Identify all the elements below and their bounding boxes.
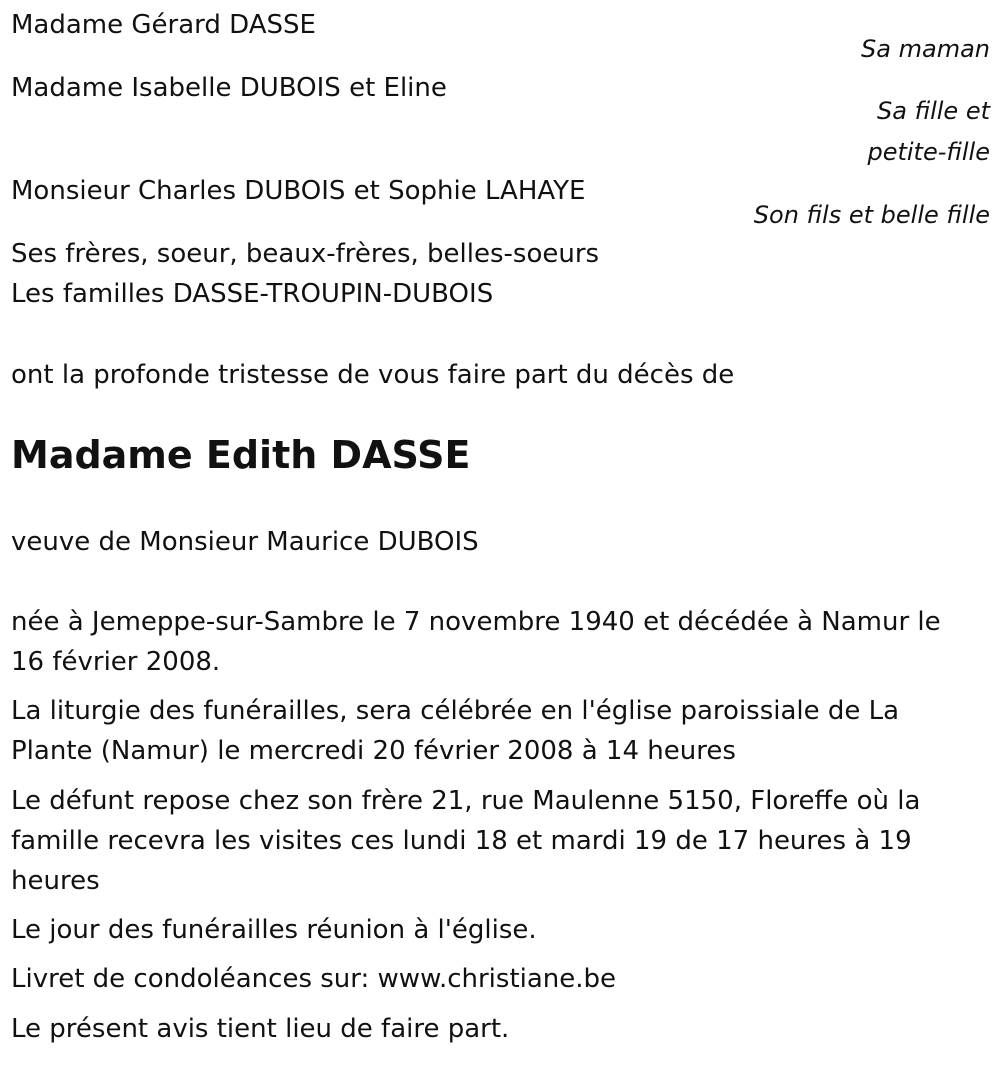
family-member-relation (867, 91, 990, 173)
relation-line: petite-fille (867, 138, 990, 166)
family-member-relation (861, 29, 990, 70)
family-member-name: Madame Isabelle DUBOIS et Eline (11, 73, 447, 103)
family-member-name: Madame Gérard DASSE (11, 10, 316, 40)
other-relatives-line: Les familles DASSE-TROUPIN-DUBOIS (11, 279, 494, 309)
relation-line: Son fils et belle fille (753, 201, 990, 229)
family-member-relation (754, 195, 990, 236)
other-relatives-line: Ses frères, soeur, beaux-frères, belles-soeurs (11, 239, 600, 269)
visitation-paragraph: Le défunt repose chez son frère 21, rue Maulenne 5150, Floreffe où la famille recevra les visites ces lundi 18 et mardi 19 de 17 heures à 19 heures (11, 786, 921, 896)
widow-of-text: veuve de Monsieur Maurice DUBOIS (11, 527, 479, 557)
condolences-paragraph: Livret de condoléances sur: www.christiane.be (11, 964, 617, 994)
family-member (11, 68, 990, 168)
funeral-meeting-paragraph: Le jour des funérailles réunion à l'église. (11, 915, 537, 945)
announcement-text: ont la profonde tristesse de vous faire part du décès de (11, 360, 735, 390)
family-member (11, 171, 990, 231)
notice-paragraph: Le présent avis tient lieu de faire part. (11, 1014, 510, 1044)
birth-death-paragraph: née à Jemeppe-sur-Sambre le 7 novembre 1940 et décédée à Namur le 16 février 2008. (11, 607, 941, 677)
relation-line: Sa fille et (877, 97, 990, 125)
family-member-name: Monsieur Charles DUBOIS et Sophie LAHAYE (11, 176, 586, 206)
liturgy-paragraph: La liturgie des funérailles, sera célébrée en l'église paroissiale de La Plante (Namur) le mercredi 20 février 2008 à 14 heures (11, 696, 900, 766)
deceased-name: Madame Edith DASSE (11, 433, 471, 477)
family-member (11, 5, 990, 65)
relation-line: Sa maman (861, 35, 990, 63)
